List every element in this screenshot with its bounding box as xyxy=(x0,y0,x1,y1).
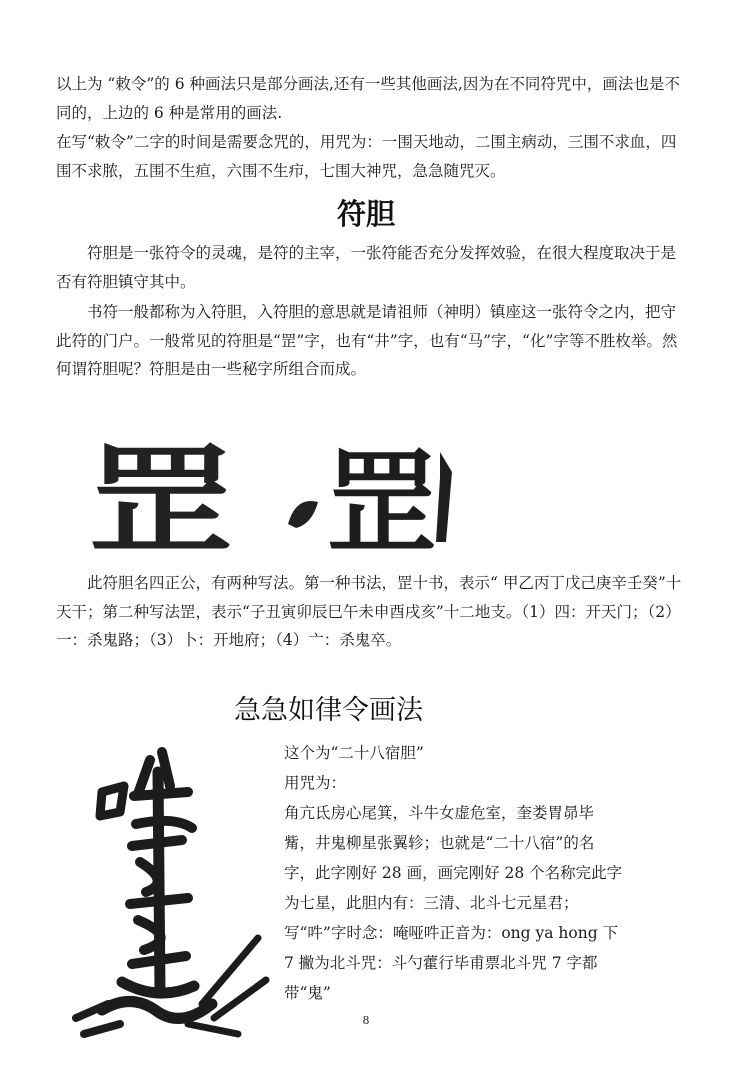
heading-fudan: 符胆 xyxy=(336,197,395,231)
calligraphy-ershibaxiu-image xyxy=(62,742,272,1038)
paragraph-sizhenggong: 此符胆名四正公，有两种写法。第一种书法，罡十书，表示“ 甲乙丙丁戊己庚辛壬癸”十天干；第二种写法罡，表示“子丑寅卯辰巳午未申酉戌亥”十二地支。（1）四：开天门；（2）一：杀鬼路；（3）卜：开地府；（4）亠：杀鬼卒。 xyxy=(56,574,682,650)
paragraph-chiling-incantation: 在写“敕令”二字的时间是需要念咒的，用咒为：一围天地动，二围主病动，三围不求血，四围不求脓，五围不生疸，六围不生疖，七围大神咒，急急随咒灭。 xyxy=(56,133,677,180)
calligraphy-glyph-first: 罡 xyxy=(87,432,235,560)
incantation-label-line: 用咒为： xyxy=(284,774,347,792)
paragraph-chiling-methods: 以上为 “敕令”的 6 种画法只是部分画法,还有一些其他画法,因为在不同符咒中，画法也是不同的，上边的 6 种是常用的画法. xyxy=(56,75,680,122)
paragraph-fudan-detail: 书符一般都称为入符胆，入符胆的意思就是请祖师（神明）镇座这一张符令之内，把守此符的门户。一般常见的符胆是“罡”字，也有“井”字，也有“马”字，“化”字等不胜枚举。然何谓符胆呢？符胆是由一些秘字所组合而成。 xyxy=(56,303,678,379)
page-number: 8 xyxy=(362,1014,370,1027)
heading-jijirulvling: 急急如律令画法 xyxy=(234,695,423,726)
ershibaxiu-description: 角亢氐房心尾箕，斗牛女虚危室，奎娄胃昴毕觜，井鬼柳星张翼轸；也就是“二十八宿”的名字，此字刚好 28 画，画完刚好 28 个名称完此字为七星，此胆内有：三清、北斗七元星君；写“吽”字时念：唵哑吽正音为：ong ya hong 下 7 撇为北斗咒：斗勺藿行毕甫票北斗咒 7 字都带“鬼” xyxy=(284,804,623,1002)
calligraphy-gang-image xyxy=(80,432,460,560)
talisman-brush-strokes xyxy=(62,742,272,1038)
calligraphy-brush-strokes xyxy=(80,432,460,560)
paragraph-fudan-intro: 符胆是一张符令的灵魂，是符的主宰，一张符能否充分发挥效验，在很大程度取决于是否有符胆镇守其中。 xyxy=(56,244,677,291)
ershibaxiu-title-line: 这个为“二十八宿胆” xyxy=(284,744,424,762)
calligraphy-glyph-second: 罡 xyxy=(326,438,438,560)
